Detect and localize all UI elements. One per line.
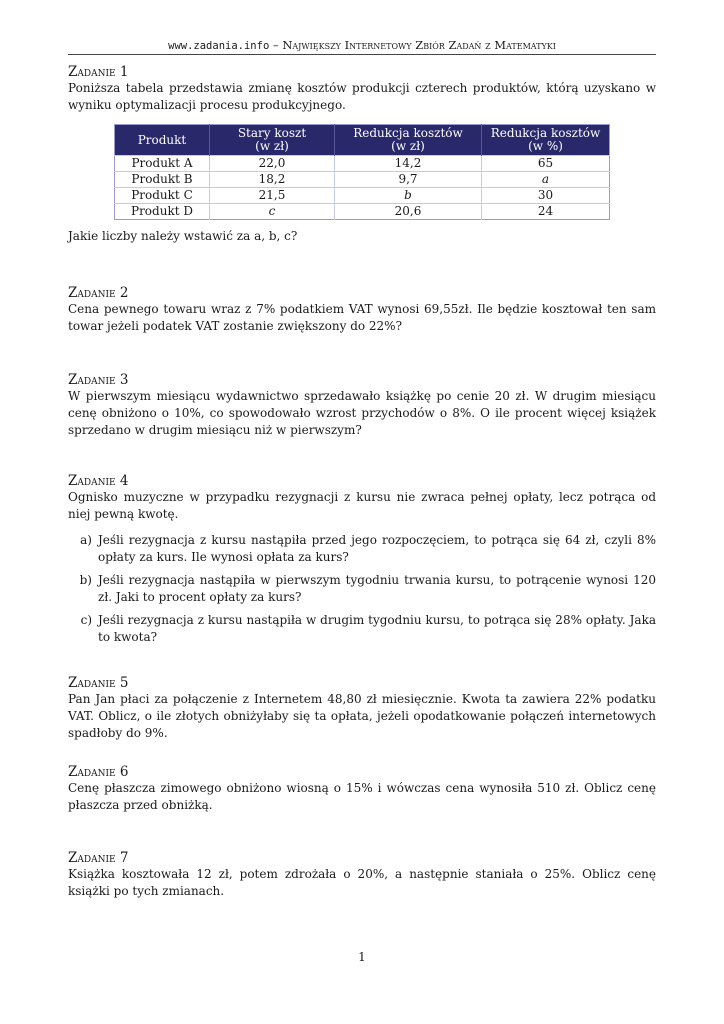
table-cell: 24 xyxy=(482,204,610,220)
task-title: Zadanie 7 xyxy=(68,850,129,866)
table-cell: a xyxy=(482,172,610,188)
site-url[interactable]: www.zadania.info xyxy=(168,40,270,52)
table-header-cell: Redukcja kosztów (w %) xyxy=(482,125,610,156)
table-cell: b xyxy=(335,188,482,204)
table-header-cell: Redukcja kosztów (w zł) xyxy=(335,125,482,156)
task-text: Pan Jan płaci za połączenie z Internetem 48,80 zł miesięcznie. Kwota ta zawiera 22% podatku VAT. Oblicz, o ile złotych obniżyłaby się ta opłata, jeżeli opodatkowanie połączeń internetowych spadłoby do 9%. xyxy=(68,692,656,740)
header-separator: – xyxy=(269,38,283,52)
task-text: Cena pewnego towaru wraz z 7% podatkiem VAT wynosi 69,55zł. Ile będzie kosztował ten sam towar jeżeli podatek VAT zostanie zwiększony do 22%? xyxy=(68,302,656,333)
task-1-question: Jakie liczby należy wstawić za a, b, c? xyxy=(68,229,298,243)
subtask-text: Jeśli rezygnacja nastąpiła w pierwszym tygodniu trwania kursu, to potrącenie wynosi 120 zł. Jaki to procent opłaty za kurs? xyxy=(98,573,656,604)
task-text: Ognisko muzyczne w przypadku rezygnacji z kursu nie zwraca pełnej opłaty, lecz potrąca od niej pewną kwotę. xyxy=(68,490,656,521)
table-header-row xyxy=(115,125,610,156)
table-cell: Produkt C xyxy=(115,188,210,204)
page-header xyxy=(68,38,656,53)
task-title: Zadanie 2 xyxy=(68,285,129,301)
cost-table xyxy=(114,124,610,220)
header-title: Największy Internetowy Zbiór Zadań z Matematyki xyxy=(282,38,556,52)
page-number: 1 xyxy=(358,950,366,964)
table-cell: 30 xyxy=(482,188,610,204)
table-cell: c xyxy=(210,204,335,220)
task-7 xyxy=(68,850,656,900)
task-4 xyxy=(68,473,656,646)
task-text: Cenę płaszcza zimowego obniżono wiosną o 15% i wówczas cena wynosiła 510 zł. Oblicz cenę płaszcza przed obniżką. xyxy=(68,781,656,812)
task-title: Zadanie 6 xyxy=(68,764,129,780)
table-cell: Produkt D xyxy=(115,204,210,220)
table-cell: 18,2 xyxy=(210,172,335,188)
task-5 xyxy=(68,675,656,742)
subtask-b xyxy=(68,572,656,606)
table-cell: 20,6 xyxy=(335,204,482,220)
subtask-text: Jeśli rezygnacja z kursu nastąpiła w drugim tygodniu kursu, to potrąca się 28% opłaty. Jaka to kwota? xyxy=(98,613,656,644)
table-row xyxy=(115,204,610,220)
subtask-label: a) xyxy=(80,533,92,547)
table-row xyxy=(115,156,610,172)
subtask-c xyxy=(68,612,656,646)
task-text: Poniższa tabela przedstawia zmianę kosztów produkcji czterech produktów, którą uzyskano w wyniku optymalizacji procesu produkcyjnego. xyxy=(68,81,656,112)
table-cell: 65 xyxy=(482,156,610,172)
subtask-text: Jeśli rezygnacja z kursu nastąpiła przed jego rozpoczęciem, to potrąca się 64 zł, czyli 8% opłaty za kurs. Ile wynosi opłata za kurs? xyxy=(98,533,656,564)
task-text: Książka kosztowała 12 zł, potem zdrożała o 20%, a następnie staniała o 25%. Oblicz cenę książki po tych zmianach. xyxy=(68,867,656,898)
table-cell: 22,0 xyxy=(210,156,335,172)
table-cell: 9,7 xyxy=(335,172,482,188)
task-1 xyxy=(68,64,656,114)
task-2 xyxy=(68,285,656,335)
subtask-label: b) xyxy=(79,573,92,587)
table-cell: 21,5 xyxy=(210,188,335,204)
task-title: Zadanie 3 xyxy=(68,372,129,388)
subtask-a xyxy=(68,532,656,566)
task-title: Zadanie 4 xyxy=(68,473,129,489)
table-row xyxy=(115,188,610,204)
table-cell: 14,2 xyxy=(335,156,482,172)
table-row xyxy=(115,172,610,188)
table-header-cell: Produkt xyxy=(115,125,210,156)
table-header-cell: Stary koszt (w zł) xyxy=(210,125,335,156)
header-rule xyxy=(68,54,656,55)
subtask-label: c) xyxy=(80,613,92,627)
task-6 xyxy=(68,764,656,814)
table-cell: Produkt B xyxy=(115,172,210,188)
task-title: Zadanie 1 xyxy=(68,64,129,80)
task-3 xyxy=(68,372,656,439)
task-title: Zadanie 5 xyxy=(68,675,129,691)
task-text: W pierwszym miesiącu wydawnictwo sprzedawało książkę po cenie 20 zł. W drugim miesiącu cenę obniżono o 10%, co spowodowało wzrost przychodów o 8%. O ile procent więcej książek sprzedano w drugim miesiącu niż w pierwszym? xyxy=(68,389,656,437)
table-cell: Produkt A xyxy=(115,156,210,172)
